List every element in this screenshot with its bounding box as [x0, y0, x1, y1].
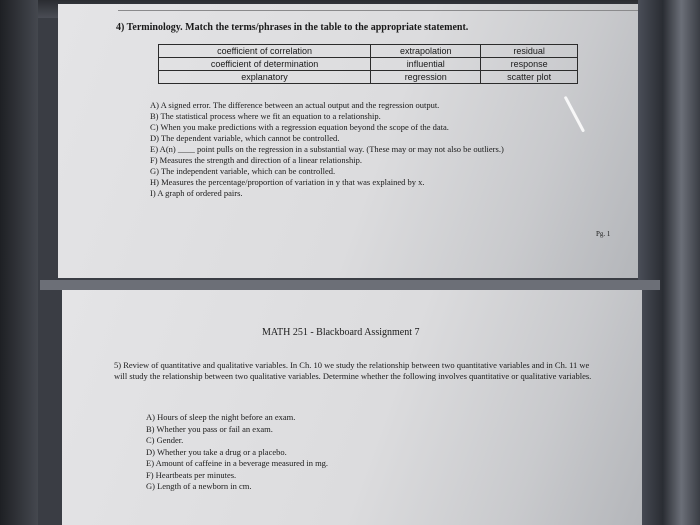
table-cell: extrapolation [371, 45, 481, 58]
list-item: E) Amount of caffeine in a beverage measured in mg. [146, 458, 329, 468]
question-4-title: 4) Terminology. Match the terms/phrases in the table to the appropriate statement. [116, 22, 469, 33]
table-cell: scatter plot [481, 71, 578, 84]
list-item: C) Gender. [146, 435, 184, 445]
table-cell: regression [371, 71, 481, 84]
statement-item: A) A signed error. The difference between an actual output and the regression output. [150, 100, 440, 110]
document-page-2 [62, 290, 642, 525]
list-item: B) Whether you pass or fail an exam. [146, 423, 273, 434]
statement-item: D) The dependent variable, which cannot be controlled. [150, 133, 340, 143]
table-row [159, 58, 578, 71]
statement-item: B) The statistical process where we fit an equation to a relationship. [150, 111, 381, 121]
table-cell: coefficient of determination [159, 58, 371, 71]
statement-item: F) Measures the strength and direction of a linear relationship. [150, 155, 362, 165]
statement-item: E) A(n) ____ point pulls on the regression in a substantial way. (These may or may not also be outliers.) [150, 144, 504, 154]
table-cell: response [481, 58, 578, 71]
statement-list [150, 100, 504, 199]
statement-item: G) The independent variable, which can be controlled. [150, 166, 336, 176]
table-row [159, 45, 578, 58]
table-cell: explanatory [159, 71, 371, 84]
statement-item: I) A graph of ordered pairs. [150, 188, 243, 198]
table-cell: residual [481, 45, 578, 58]
page-gap [40, 280, 660, 290]
document-page-1 [58, 4, 638, 278]
terms-table [158, 44, 578, 84]
page-number: Pg. 1 [596, 230, 611, 238]
table-cell: influential [371, 58, 481, 71]
list-item: F) Heartbeats per minutes. [146, 469, 237, 480]
list-item: D) Whether you take a drug or a placebo. [146, 446, 287, 457]
top-rule [118, 10, 638, 11]
list-item: G) Length of a newborn in cm. [146, 481, 252, 491]
question-5-intro: 5) Review of quantitative and qualitative variables. In Ch. 10 we study the relationship between two quantitative variables and in Ch. 11 we will study the relationship between two qualitative variables. Determine whether the following involves quantitative or qualitative variables. [114, 360, 592, 381]
course-header: MATH 251 - Blackboard Assignment 7 [262, 327, 420, 338]
list-item: A) Hours of sleep the night before an exam. [146, 412, 296, 422]
question-5-items [146, 412, 328, 493]
monitor-right-bezel [638, 0, 700, 525]
statement-item: C) When you make predictions with a regression equation beyond the scope of the data. [150, 122, 449, 132]
statement-item: H) Measures the percentage/proportion of variation in y that was explained by x. [150, 177, 425, 187]
table-cell: coefficient of correlation [159, 45, 371, 58]
monitor-left-bezel [0, 0, 38, 525]
table-row [159, 71, 578, 84]
